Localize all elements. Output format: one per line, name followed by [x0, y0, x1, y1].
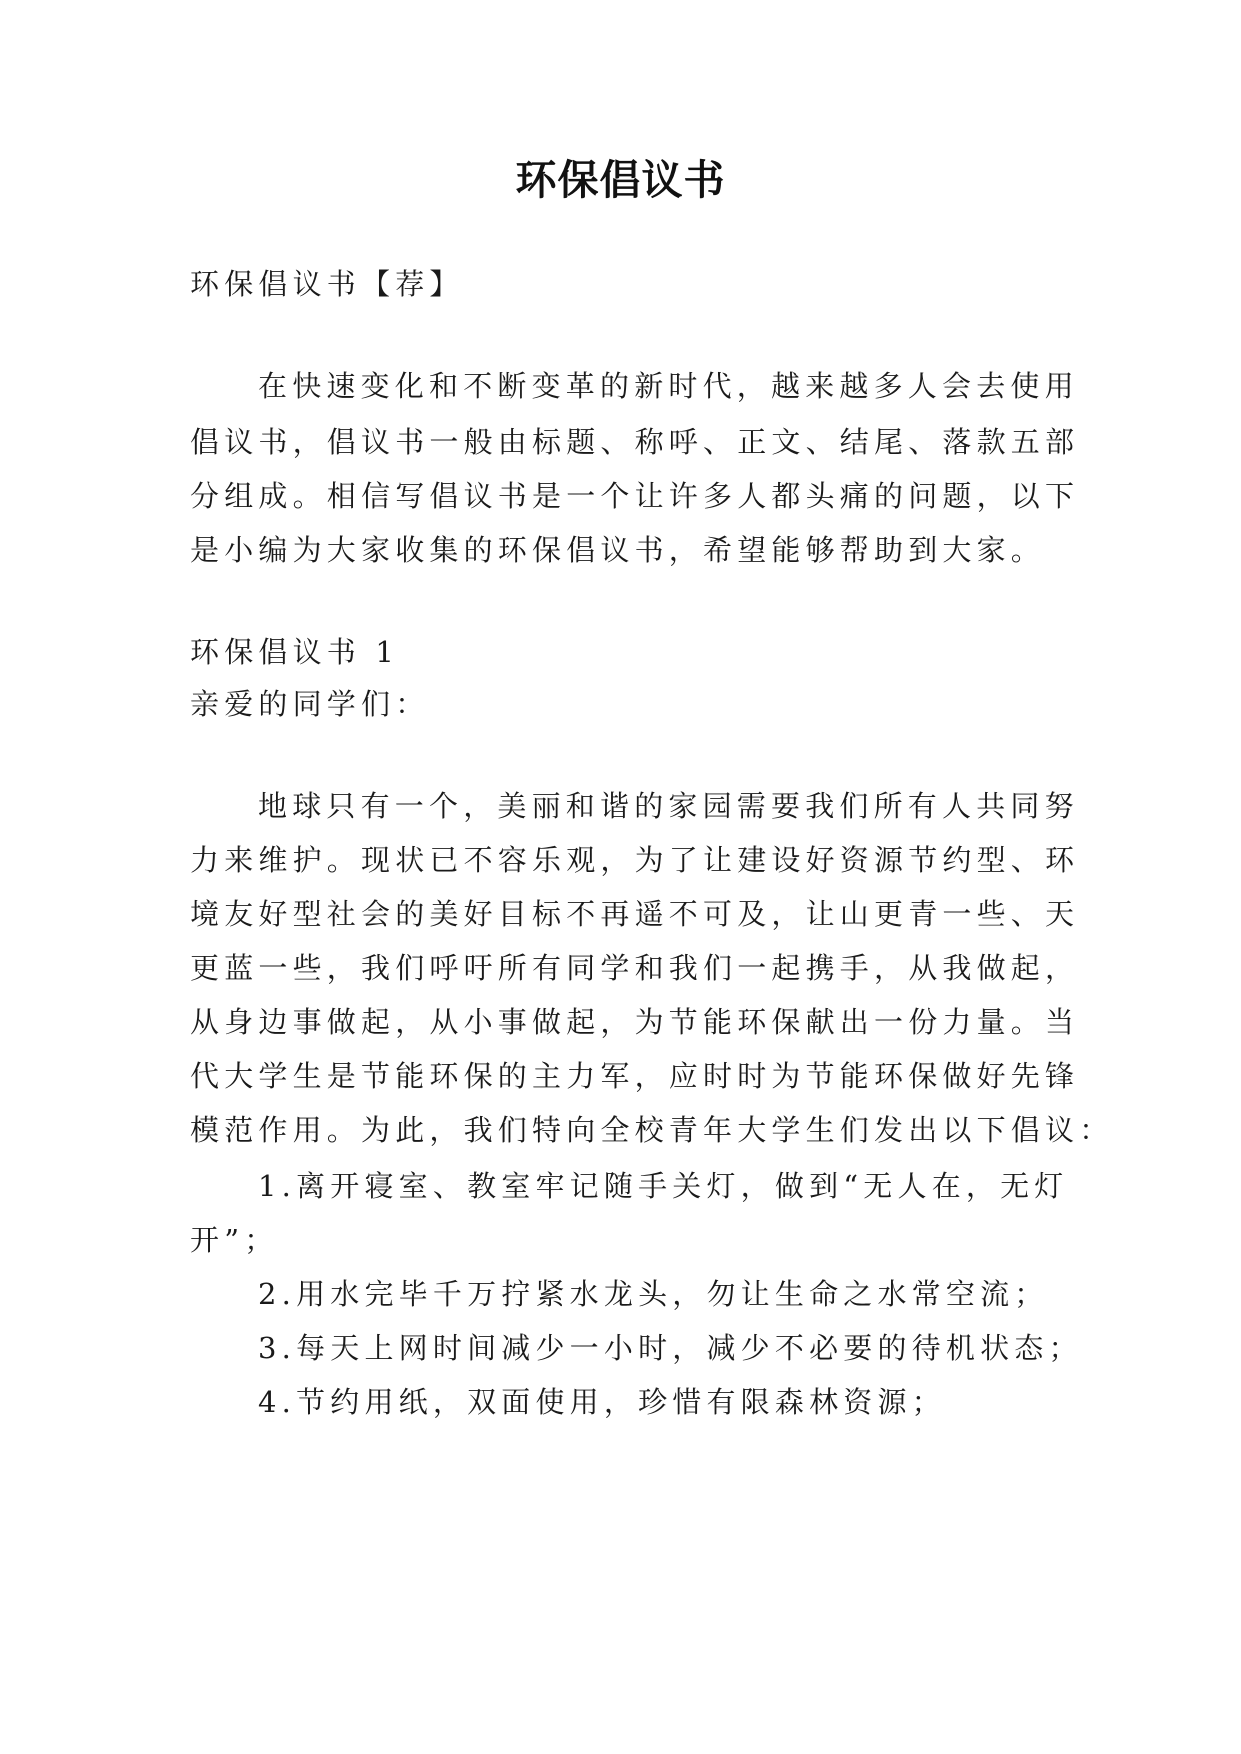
proposal-item: 4.节约用纸，双面使用，珍惜有限森林资源；	[258, 1385, 946, 1419]
intro-line: 分组成。相信写倡议书是一个让许多人都头痛的问题，以下	[190, 479, 1080, 513]
body-line: 更蓝一些，我们呼吁所有同学和我们一起携手，从我做起，	[190, 951, 1080, 985]
proposal-item: 1.离开寝室、教室牢记随手关灯，做到“无人在，无灯	[258, 1169, 1069, 1203]
body-line: 模范作用。为此，我们特向全校青年大学生们发出以下倡议：	[190, 1113, 1114, 1147]
proposal-item-continuation: 开”；	[190, 1223, 279, 1257]
body-line: 代大学生是节能环保的主力军，应时时为节能环保做好先锋	[190, 1059, 1080, 1093]
body-line: 力来维护。现状已不容乐观，为了让建设好资源节约型、环	[190, 843, 1080, 877]
intro-line: 在快速变化和不断变革的新时代，越来越多人会去使用	[258, 369, 1079, 403]
body-line: 境友好型社会的美好目标不再遥不可及，让山更青一些、天	[190, 897, 1080, 931]
body-line: 从身边事做起，从小事做起，为节能环保献出一份力量。当	[190, 1005, 1080, 1039]
document-title: 环保倡议书	[515, 156, 726, 204]
intro-line: 倡议书，倡议书一般由标题、称呼、正文、结尾、落款五部	[190, 425, 1080, 459]
body-line: 地球只有一个，美丽和谐的家园需要我们所有人共同努	[258, 789, 1079, 823]
proposal-item: 2.用水完毕千万拧紧水龙头，勿让生命之水常空流；	[258, 1277, 1049, 1311]
salutation: 亲爱的同学们：	[190, 687, 430, 721]
section-heading: 环保倡议书 1	[190, 635, 400, 669]
intro-line: 是小编为大家收集的环保倡议书，希望能够帮助到大家。	[190, 533, 1046, 567]
document-subtitle: 环保倡议书【荐】	[190, 267, 464, 301]
proposal-item: 3.每天上网时间减少一小时，减少不必要的待机状态；	[258, 1331, 1083, 1365]
